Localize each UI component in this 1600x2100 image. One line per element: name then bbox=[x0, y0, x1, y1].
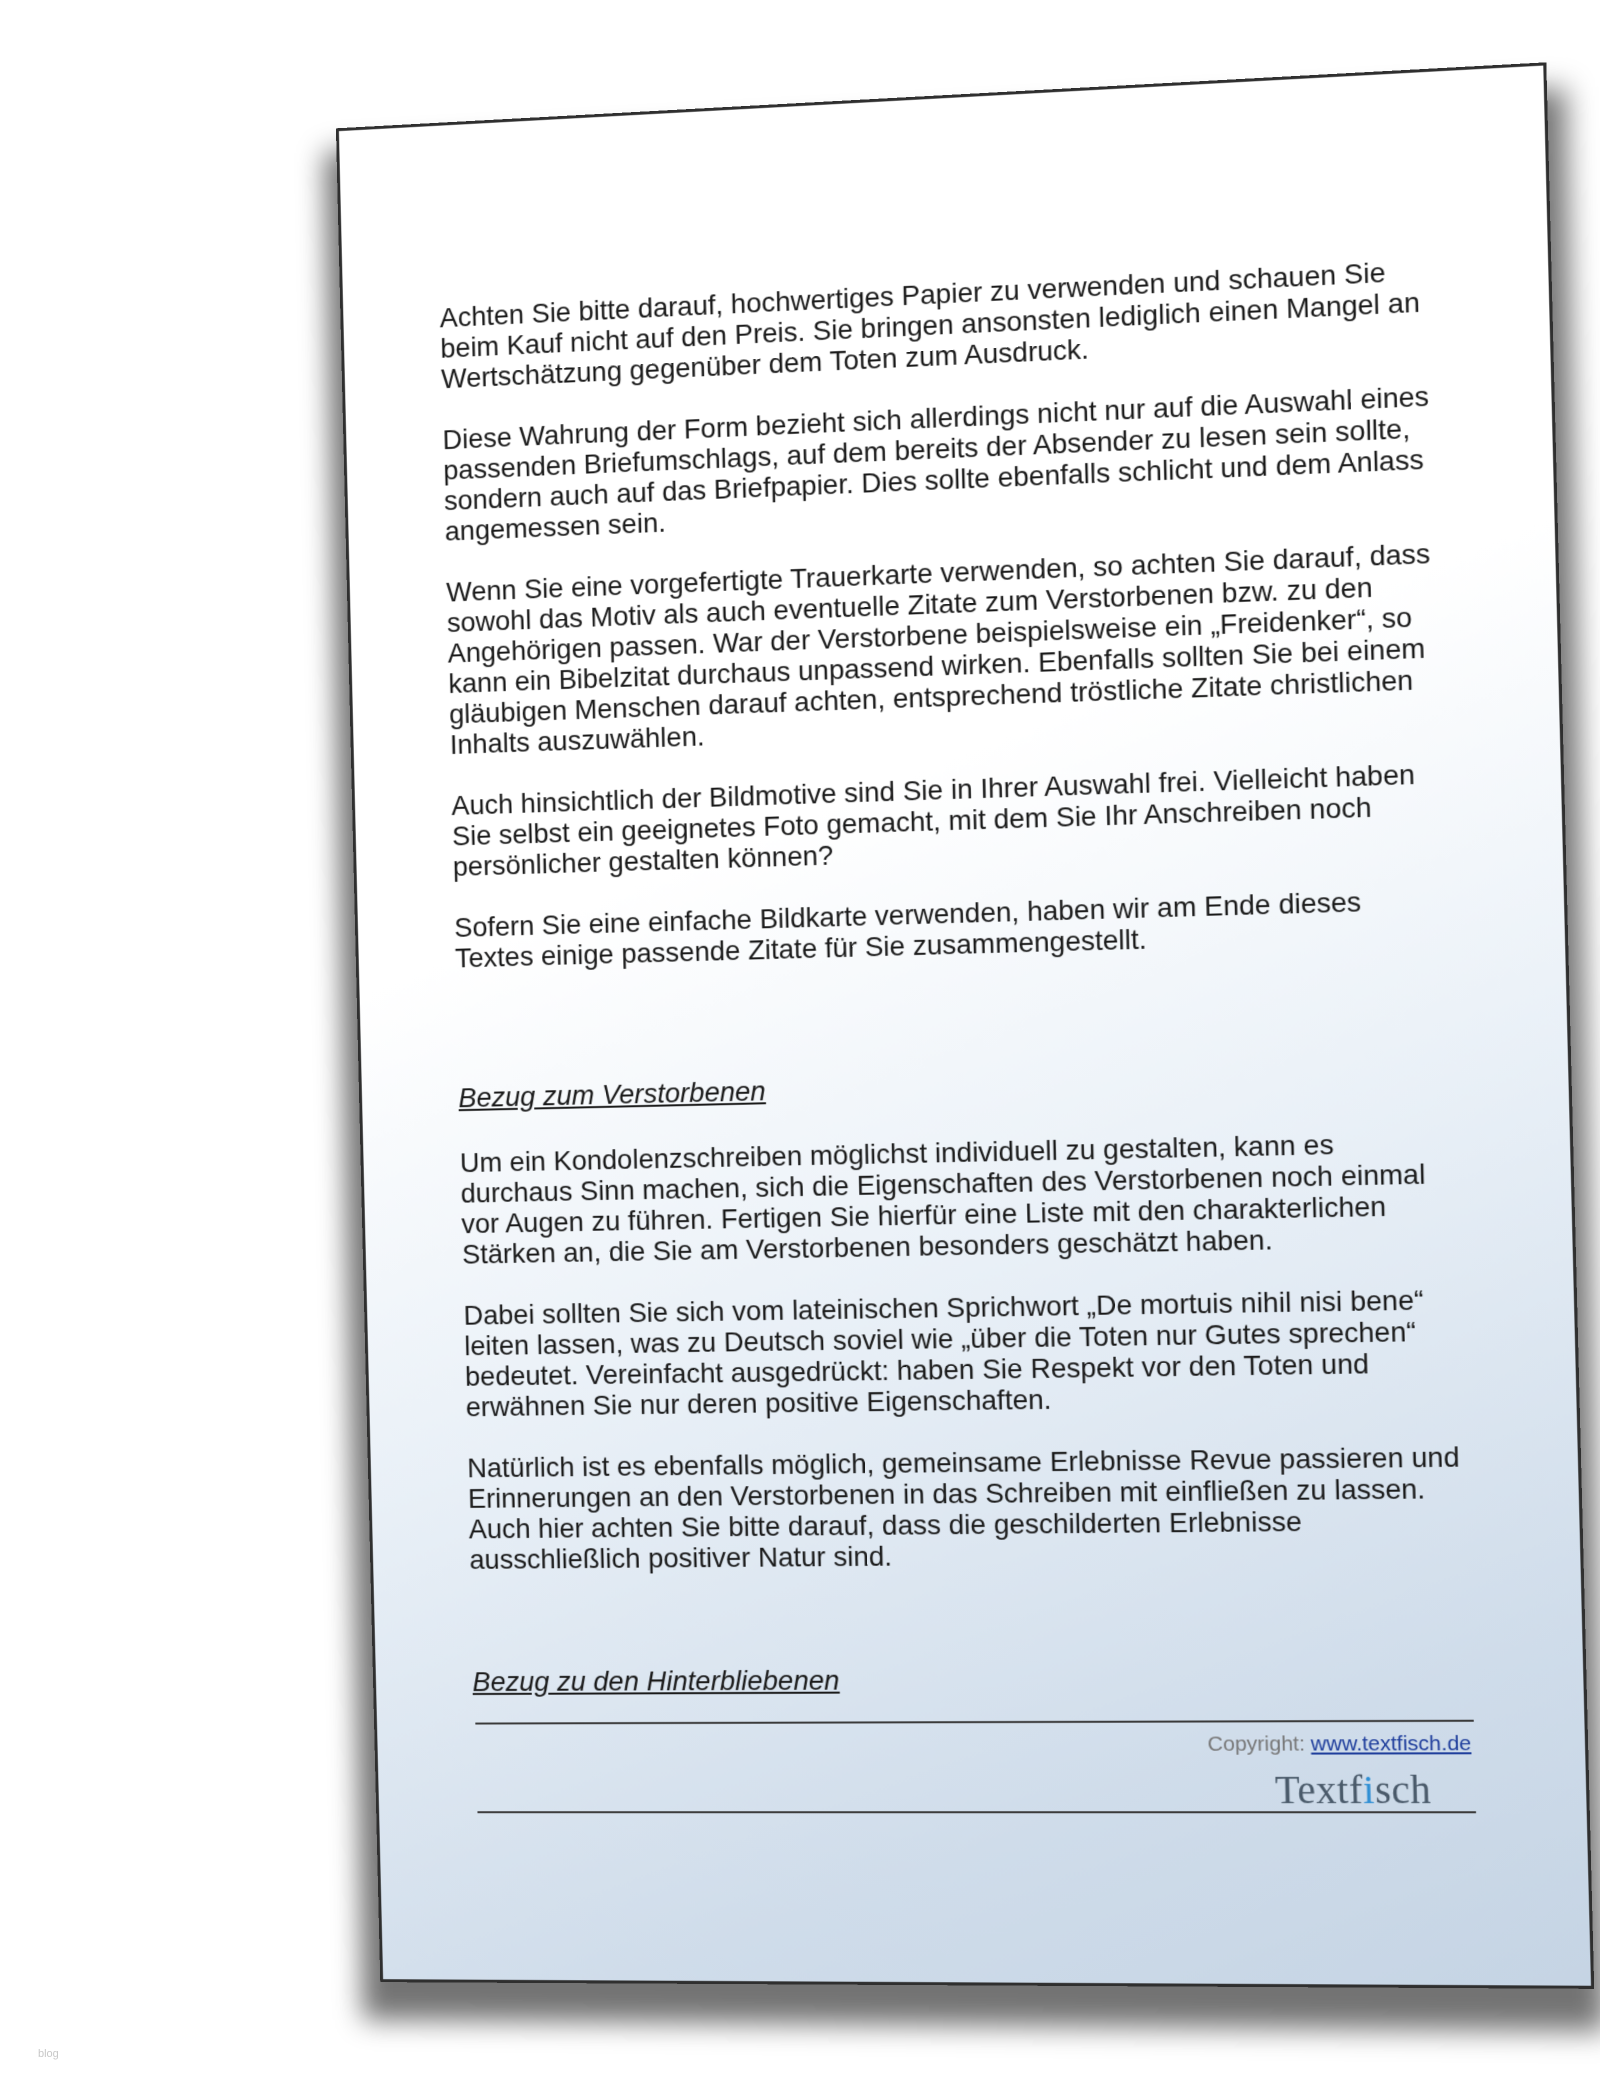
paragraph-bildmotive: Auch hinsichtlich der Bildmotive sind Sie in Ihrer Auswahl frei. Vielleicht haben Sie selbst ein geeignetes Foto gemacht, mit dem Sie Ihr Anschreiben noch persönlicher gestalten können? bbox=[451, 758, 1416, 882]
paragraph-envelope-form: Diese Wahrung der Form bezieht sich allerdings nicht nur auf die Auswahl eines passenden Briefumschlags, auf dem bereits der Absender zu lesen sein sollte, sondern auch auf das Briefpapier. Dies sollte ebenfalls schlicht und dem Anlass angemessen sein. bbox=[442, 380, 1430, 547]
section-heading-hinterbliebenen: Bezug zu den Hinterbliebenen bbox=[472, 1664, 840, 1697]
paragraph-individuell: Um ein Kondolenzschreiben möglichst individuell zu gestalten, kann es durchaus Sinn machen, sich die Eigenschaften des Verstorbenen noch einmal vor Augen zu führen. Fertigen Sie hierfür eine Liste mit den charakterlichen Stärken an, die Sie am Verstorbenen besonders geschätzt haben. bbox=[459, 1128, 1426, 1270]
paragraph-erlebnisse: Natürlich ist es ebenfalls möglich, gemeinsame Erlebnisse Revue passieren und Erinnerungen an den Verstorbenen in das Schreiben mit einfließen zu lassen. Auch hier achten Sie bitte darauf, dass die geschilderten Erlebnisse ausschließlich positiver Natur sind. bbox=[466, 1441, 1460, 1575]
copyright-label: Copyright: bbox=[1207, 1732, 1306, 1756]
watermark: blog bbox=[38, 2048, 59, 2060]
fish-icon: i bbox=[1362, 1766, 1376, 1813]
footer-rule-bottom bbox=[477, 1811, 1476, 1813]
copyright-notice bbox=[1207, 1732, 1471, 1757]
paragraph-paper-quality: Achten Sie bitte darauf, hochwertiges Papier zu verwenden und schauen Sie beim Kauf nicht auf den Preis. Sie bringen ansonsten lediglich einen Mangel an Wertschätzung gegenüber dem Toten zum Ausdruck. bbox=[439, 256, 1421, 395]
textfisch-logo bbox=[1274, 1766, 1431, 1814]
document-page bbox=[336, 62, 1594, 1989]
section-gap bbox=[471, 1599, 1471, 1667]
section-heading-verstorbenen: Bezug zum Verstorbenen bbox=[458, 1075, 767, 1114]
logo-prefix: Textf bbox=[1274, 1766, 1364, 1813]
copyright-link[interactable]: www.textfisch.de bbox=[1310, 1731, 1472, 1756]
paragraph-trauerkarte: Wenn Sie eine vorgefertigte Trauerkarte verwenden, so achten Sie darauf, dass sowohl das Motiv als auch eventuelle Zitate zum Verstorbenen bzw. zu den Angehörigen passen. War der Verstorbene beispielsweise ein „Freidenker“, so kann ein Bibelzitat durchaus unpassend wirken. Ebenfalls sollten Sie bei einem gläubigen Menschen darauf achten, entsprechend tröstliche Zitate christlichen Inhalts auszuwählen. bbox=[445, 537, 1431, 760]
paragraph-bildkarte: Sofern Sie eine einfache Bildkarte verwenden, haben wir am Ende dieses Textes einige passende Zitate für Sie zusammengestellt. bbox=[453, 886, 1362, 974]
logo-suffix: sch bbox=[1374, 1766, 1432, 1813]
paragraph-sprichwort: Dabei sollten Sie sich vom lateinischen Sprichwort „De mortuis nihil nisi bene“ leiten lassen, was zu Deutsch soviel wie „über die Toten nur Gutes sprechen“ bedeutet. Vereinfacht ausgedrückt: haben Sie Respekt vor den Toten und erwähnen Sie nur deren positive Eigenschaften. bbox=[463, 1284, 1424, 1423]
document-body bbox=[439, 254, 1472, 1731]
